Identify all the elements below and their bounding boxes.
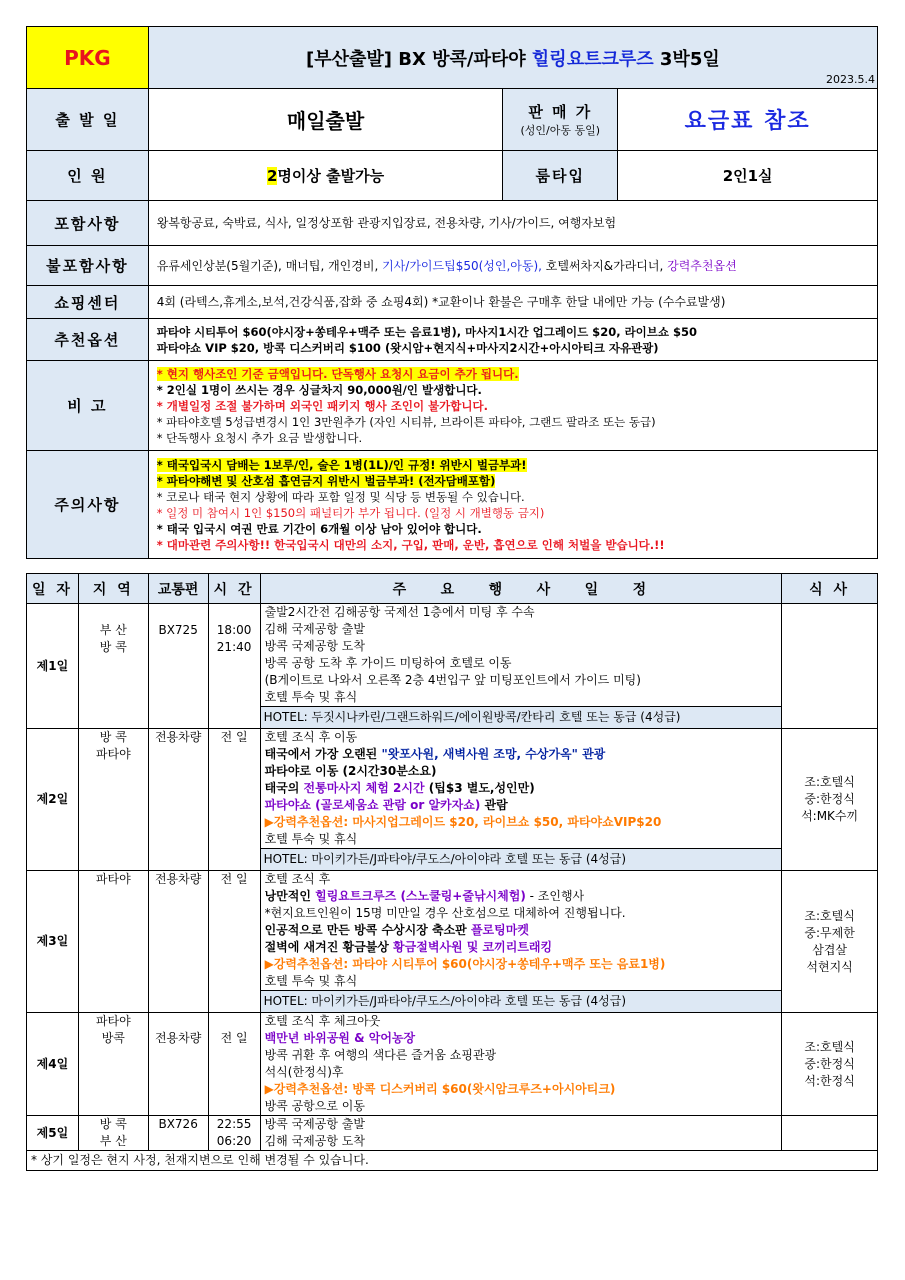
schedule-text: 인공적으로 만든 방콕 수상시장 축소판 [264, 923, 471, 937]
schedule-line: 호텔 조식 후 체크아웃 [264, 1014, 381, 1028]
col-header-meal: 식 사 [782, 574, 878, 604]
price-sub-label: (성인/아동 동일) [520, 124, 601, 137]
transport: 전용차량 [148, 729, 208, 871]
price-label-cell [503, 89, 618, 151]
table-row [27, 1116, 878, 1151]
schedule-text: (팁$3 별도,성인만) [424, 781, 535, 795]
schedule-line: 방콕 공항 도착 후 가이드 미팅하여 호텔로 이동 [264, 656, 512, 670]
time: 18:00 21:40 [208, 604, 260, 729]
remarks-label: 비 고 [27, 361, 149, 451]
schedule-highlight: 파타야쇼 (골로세움쇼 관람 or 알카자쇼) [264, 798, 481, 812]
schedule-line: 출발2시간전 김해공항 국제선 1층에서 미팅 후 수속 [264, 605, 535, 619]
caution-item: * 일정 미 참여시 1인 $150의 패널티가 부가 됩니다. (일정 시 개별행동 금지) [156, 505, 545, 520]
people-count: 2 [266, 167, 278, 185]
region: 파타야 [78, 871, 148, 1013]
remark-item: * 2인실 1명이 쓰시는 경우 싱글차지 90,000원/인 발생합니다. [156, 382, 482, 397]
schedule-line: 호텔 조식 후 [264, 872, 331, 886]
col-header-region: 지 역 [78, 574, 148, 604]
transport: 전용차량 [148, 1013, 208, 1116]
schedule-line: 호텔 투숙 및 휴식 [264, 690, 358, 704]
schedule-line: 김해 국제공항 출발 [264, 622, 365, 636]
schedule [260, 871, 782, 991]
room-value: 2인1실 [618, 151, 878, 201]
caution-text: * 파타야해변 및 산호섬 흡연금지 위반시 벌금부과! (전자담배포함) [156, 473, 496, 488]
schedule-line: (B게이트로 나와서 오른쪽 2층 4번입구 앞 미팅포인트에서 가이드 미팅) [264, 673, 641, 687]
schedule-option-line: ▶강력추천옵션: 방콕 디스커버리 $60(왓시암크루즈+아시아티크) [264, 1082, 616, 1096]
time: 전 일 [208, 1013, 260, 1116]
meal [782, 604, 878, 729]
schedule-text: 절벽에 새겨진 황금불상 [264, 940, 394, 954]
excluded-guide-tip: 기사/가이드팁$50(성인,아동), [382, 258, 542, 273]
price-value: 요금표 참조 [618, 89, 878, 151]
hotel-info: HOTEL: 두짓시나카린/그랜드하워드/에이원방콕/칸타리 호텔 또는 동급 (4성급) [260, 707, 782, 729]
schedule-text: 태국에서 가장 오랜된 [264, 747, 382, 761]
table-row [27, 871, 878, 991]
remark-item: * 단독행사 요청시 추가 요금 발생합니다. [156, 430, 363, 445]
remark-item [157, 366, 869, 382]
region: 부 산 방 콕 [78, 604, 148, 729]
remark-item: * 파타야호텔 5성급변경시 1인 3만원추가 (자인 시티뷰, 브라이튼 파타야, 그랜드 팔라조 또는 동급) [156, 414, 656, 429]
region: 방 콕 부 산 [78, 1116, 148, 1151]
included-label: 포함사항 [27, 201, 149, 246]
meal: 조:호텔식 중:한정식 석:한정식 [782, 1013, 878, 1116]
excluded-value [148, 246, 877, 286]
options-line-1: 파타야 시티투어 $60(야시장+쏭테우+맥주 또는 음료1병), 마사지1시간 업그레이드 $20, 라이브쇼 $50 [156, 324, 698, 339]
schedule-line: 방콕 국제공항 도착 [264, 639, 365, 653]
schedule-text: 관람 [480, 798, 508, 812]
region: 파타야 방콕 [78, 1013, 148, 1116]
options-value [148, 319, 877, 361]
day-label: 제3일 [27, 871, 79, 1013]
schedule-highlight: 힐링요트크루즈 (스노쿨링+줄낚시체험) [315, 889, 526, 903]
title-suffix: 3박5일 [653, 48, 720, 70]
caution-text: * 태국입국시 담배는 1보루/인, 술은 1병(1L)/인 규정! 위반시 벌금부과! [156, 457, 527, 472]
page-title [148, 27, 877, 89]
schedule-line: 방콕 공항으로 이동 [264, 1099, 365, 1113]
day-label: 제2일 [27, 729, 79, 871]
caution-label: 주의사항 [27, 451, 149, 559]
schedule-highlight: 플로팅마켓 [470, 923, 529, 937]
caution-item: * 태국 입국시 여권 만료 기간이 6개월 이상 남아 있어야 합니다. [156, 521, 482, 536]
table-row [27, 604, 878, 707]
excluded-options: 강력추천옵션 [667, 258, 737, 273]
schedule-line: *현지요트인원이 15명 미만일 경우 산호섬으로 대체하여 진행됩니다. [264, 906, 626, 920]
schedule-option-line: ▶강력추천옵션: 마사지업그레이드 $20, 라이브쇼 $50, 파타야쇼VIP$20 [264, 815, 662, 829]
document [26, 26, 878, 1171]
day-label: 제5일 [27, 1116, 79, 1151]
schedule [260, 729, 782, 849]
excluded-label: 불포함사항 [27, 246, 149, 286]
col-header-time: 시 간 [208, 574, 260, 604]
region: 방 콕 파타야 [78, 729, 148, 871]
day-label: 제4일 [27, 1013, 79, 1116]
people-value [148, 151, 503, 201]
people-label: 인 원 [27, 151, 149, 201]
title-prefix: [부산출발] BX 방콕/파타야 [306, 48, 532, 70]
caution-item: * 대마관련 주의사항!! 한국입국시 대만의 소지, 구입, 판매, 운반, 흡연으로 인해 처벌을 받습니다.!! [156, 537, 665, 552]
day-label: 제1일 [27, 604, 79, 729]
schedule-highlight: 황금절벽사원 및 코끼리트래킹 [393, 940, 553, 954]
document-date: 2023.5.4 [826, 73, 875, 86]
shopping-label: 쇼핑센터 [27, 286, 149, 319]
schedule-line [265, 780, 778, 797]
schedule-text: - 조인행사 [525, 889, 585, 903]
schedule-line: 방콕 귀환 후 여행의 색다른 즐거움 쇼핑관광 [264, 1048, 497, 1062]
schedule-line: 호텔 조식 후 이동 [264, 730, 358, 744]
schedule-text: 태국의 [264, 781, 304, 795]
departure-value: 매일출발 [148, 89, 503, 151]
schedule-option-line: ▶강력추천옵션: 파타야 시티투어 $60(야시장+쏭테우+맥주 또는 음료1병) [264, 957, 666, 971]
included-value: 왕복항공료, 숙박료, 식사, 일정상포함 관광지입장료, 전용차량, 기사/가이드, 여행자보험 [148, 201, 877, 246]
caution-item: * 코로나 태국 현지 상황에 따라 포함 일정 및 식당 등 변동될 수 있습니다. [156, 489, 525, 504]
meal: 조:호텔식 중:한정식 석:MK수끼 [782, 729, 878, 871]
excluded-text-a: 유류세인상분(5월기준), 매너팁, 개인경비, [156, 258, 383, 273]
remarks-list [148, 361, 877, 451]
hotel-info: HOTEL: 마이키가든/J파타야/쿠도스/아이야라 호텔 또는 동급 (4성급) [260, 991, 782, 1013]
time: 전 일 [208, 729, 260, 871]
schedule-line [265, 888, 778, 905]
caution-list [148, 451, 877, 559]
schedule-highlight: "왓포사원, 새벽사원 조망, 수상가옥" 관광 [381, 747, 606, 761]
col-header-schedule: 주 요 행 사 일 정 [260, 574, 782, 604]
room-label: 룸타입 [503, 151, 618, 201]
shopping-value: 4회 (라텍스,휴게소,보석,건강식품,잡화 중 쇼핑4회) *교환이나 환불은 구매후 한달 내에만 가능 (수수료발생) [148, 286, 877, 319]
remark-item: * 개별일정 조절 불가하며 외국인 패키지 행사 조인이 불가합니다. [156, 398, 488, 413]
caution-item [157, 457, 869, 473]
title-highlight: 힐링요트크루즈 [531, 48, 654, 70]
time: 22:55 06:20 [208, 1116, 260, 1151]
schedule-line: 석식(한정식)후 [264, 1065, 344, 1079]
schedule-highlight: 전통마사지 체험 2시간 [303, 781, 425, 795]
schedule-line [265, 922, 778, 939]
meal [782, 1116, 878, 1151]
package-info-table [26, 26, 878, 559]
schedule-line: 김해 국제공항 도착 [264, 1134, 365, 1148]
caution-item [157, 473, 869, 489]
pkg-badge: PKG [27, 27, 149, 89]
options-line-2: 파타야쇼 VIP $20, 방콕 디스커버리 $100 (왓시암+현지식+마사지2시간+아시아티크 자유관광) [156, 340, 659, 355]
itinerary-table [26, 573, 878, 1171]
transport: BX726 [148, 1116, 208, 1151]
schedule-line: 호텔 투숙 및 휴식 [264, 974, 358, 988]
schedule-line: 호텔 투숙 및 휴식 [264, 832, 358, 846]
hotel-info: HOTEL: 마이키가든/J파타야/쿠도스/아이야라 호텔 또는 동급 (4성급) [260, 849, 782, 871]
options-label: 추천옵션 [27, 319, 149, 361]
table-row [27, 729, 878, 849]
schedule-line [265, 797, 778, 814]
table-row [27, 1013, 878, 1116]
col-header-transport: 교통편 [148, 574, 208, 604]
price-label: 판 매 가 [528, 103, 593, 121]
schedule-text: 낭만적인 [264, 889, 316, 903]
transport: BX725 [148, 604, 208, 729]
excluded-text-c: 호텔써차지&가라디너, [541, 258, 668, 273]
schedule [260, 1116, 782, 1151]
departure-label: 출 발 일 [27, 89, 149, 151]
schedule-line [265, 939, 778, 956]
time: 전 일 [208, 871, 260, 1013]
schedule-line [265, 746, 778, 763]
meal: 조:호텔식 중:무제한 삼겹살 석현지식 [782, 871, 878, 1013]
people-rest: 명이상 출발가능 [277, 167, 385, 185]
itinerary-footnote: * 상기 일정은 현지 사정, 천재지변으로 인해 변경될 수 있습니다. [27, 1151, 878, 1171]
schedule-line: 백만년 바위공원 & 악어농장 [264, 1031, 416, 1045]
schedule [260, 604, 782, 707]
schedule-line: 방콕 국제공항 출발 [264, 1117, 365, 1131]
schedule-line: 파타야로 이동 (2시간30분소요) [264, 764, 437, 778]
transport: 전용차량 [148, 871, 208, 1013]
schedule [260, 1013, 782, 1116]
remark-text: * 현지 행사조인 기준 금액입니다. 단독행사 요청시 요금이 추가 됩니다. [156, 366, 519, 381]
col-header-day: 일 자 [27, 574, 79, 604]
